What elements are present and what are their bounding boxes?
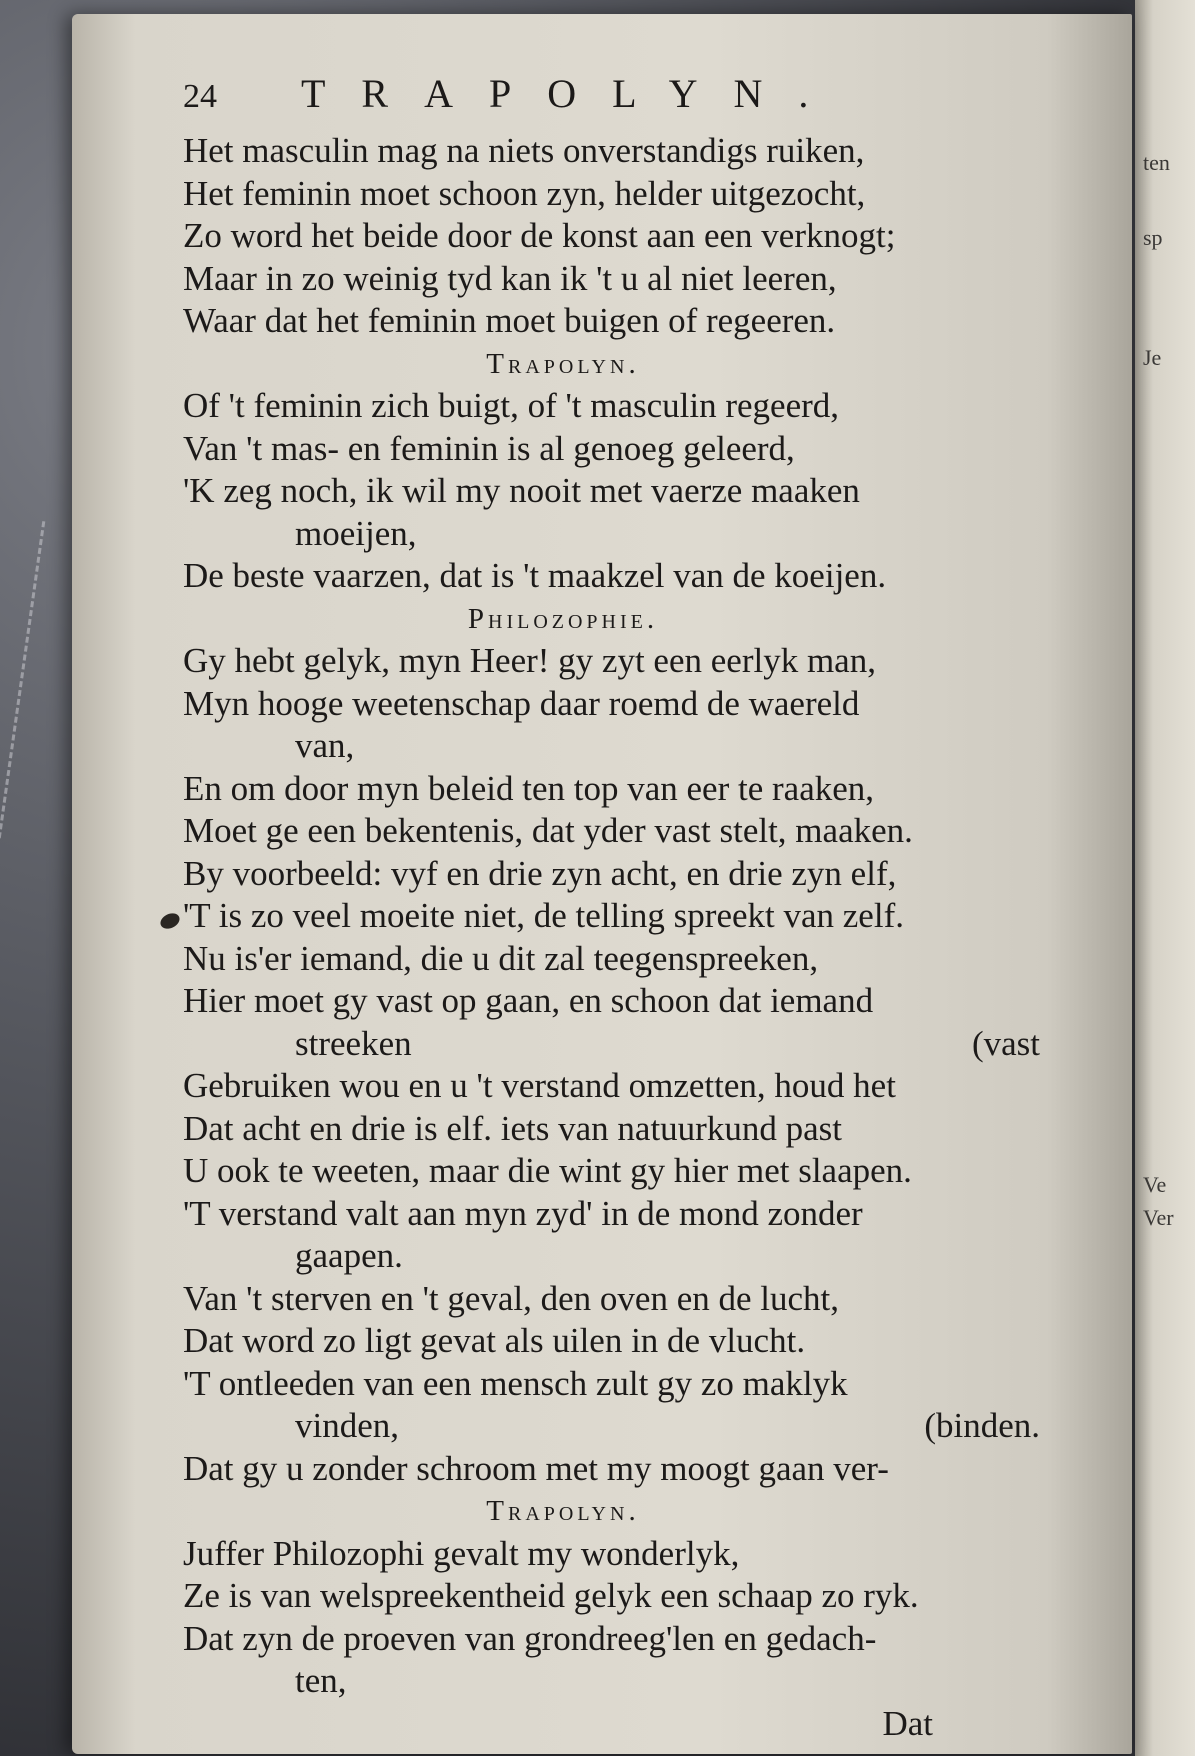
verse-line: Juffer Philozophi gevalt my wonderlyk,: [183, 1533, 740, 1573]
verse-line: Dat zyn de proeven van grondreeg'len en gedach-: [183, 1618, 877, 1658]
facing-page-fragment: ten: [1143, 150, 1170, 175]
verse-line-turnover: (vast: [971, 1023, 1040, 1063]
verse-line: ten,: [295, 1661, 347, 1700]
facing-page-fragment: sp: [1143, 225, 1163, 250]
verse-line-turnover: (binden.: [924, 1406, 1040, 1445]
verse-line-text: vinden,: [295, 1406, 400, 1445]
catchword: Dat: [882, 1703, 933, 1743]
verse-line: Nu is'er iemand, die u dit zal teegenspreeken,: [183, 938, 819, 978]
verse-line: Myn hooge weetenschap daar roemd de waereld: [183, 683, 860, 723]
facing-page-fragment: Je: [1143, 345, 1162, 370]
verse-line: [183, 1023, 1040, 1066]
verse-line: Van 't mas- en feminin is al genoeg geleerd,: [183, 428, 795, 468]
verse-line: 'K zeg noch, ik wil my nooit met vaerze maaken: [183, 471, 860, 510]
verse-line: Waar dat het feminin moet buigen of regeeren.: [183, 301, 836, 340]
verse-line: Ze is van welspreekentheid gelyk een schaap zo ryk.: [183, 1576, 919, 1615]
verse-line: [183, 1405, 1040, 1448]
ink-spot: [158, 910, 182, 931]
page-text: [183, 70, 1113, 1745]
verse-line: By voorbeeld: vyf en drie zyn acht, en drie zyn elf,: [183, 853, 897, 893]
facing-page-edge: [1135, 0, 1195, 1756]
verse-line: Dat acht en drie is elf. iets van natuurkund past: [183, 1108, 842, 1148]
verse-line: Het feminin moet schoon zyn, helder uitgezocht,: [183, 173, 866, 213]
verse-line: En om door myn beleid ten top van eer te raaken,: [183, 768, 875, 808]
verse-line: U ook te weeten, maar die wint gy hier met slaapen.: [183, 1151, 912, 1190]
verse-line: Hier moet gy vast op gaan, en schoon dat iemand: [183, 981, 874, 1020]
verse-line: Of 't feminin zich buigt, of 't masculin regeerd,: [183, 386, 840, 425]
verse-line: Moet ge een bekentenis, dat yder vast stelt, maaken.: [183, 811, 913, 850]
verse-line: 'T is zo veel moeite niet, de telling spreekt van zelf.: [183, 896, 904, 935]
verse-line: De beste vaarzen, dat is 't maakzel van de koeijen.: [183, 556, 887, 595]
verse-line: van,: [295, 726, 355, 765]
verse-line: moeijen,: [295, 513, 417, 553]
page-number: 24: [183, 78, 217, 115]
verse-body: [183, 130, 1113, 1703]
verse-line: 'T verstand valt aan myn zyd' in de mond zonder: [183, 1193, 863, 1233]
speaker-heading: Trapolyn.: [486, 1495, 640, 1527]
verse-line: Gy hebt gelyk, myn Heer! gy zyt een eerlyk man,: [183, 641, 876, 680]
page-header: [183, 70, 1113, 128]
verse-line: Gebruiken wou en u 't verstand omzetten, houd het: [183, 1066, 896, 1105]
verse-line: Maar in zo weinig tyd kan ik 't u al niet leeren,: [183, 258, 837, 298]
running-title: TRAPOLYN.: [301, 71, 845, 116]
verse-line-text: streeken: [295, 1023, 412, 1063]
verse-line: Zo word het beide door de konst aan een verknogt;: [183, 216, 896, 255]
facing-page-fragment: Ve: [1143, 1172, 1167, 1197]
verse-line: Van 't sterven en 't geval, den oven en de lucht,: [183, 1278, 840, 1318]
verse-line: Dat word zo ligt gevat als uilen in de vlucht.: [183, 1321, 806, 1360]
verse-line: Dat gy u zonder schroom met my moogt gaan ver-: [183, 1448, 889, 1488]
speaker-heading: Trapolyn.: [486, 347, 640, 380]
verse-line: 'T ontleeden van een mensch zult gy zo maklyk: [183, 1363, 848, 1403]
facing-page-fragment: Ver: [1143, 1205, 1174, 1230]
speaker-heading: Philozophie.: [467, 602, 659, 635]
verse-line: Het masculin mag na niets onverstandigs ruiken,: [183, 131, 865, 170]
verse-line: gaapen.: [295, 1236, 403, 1275]
